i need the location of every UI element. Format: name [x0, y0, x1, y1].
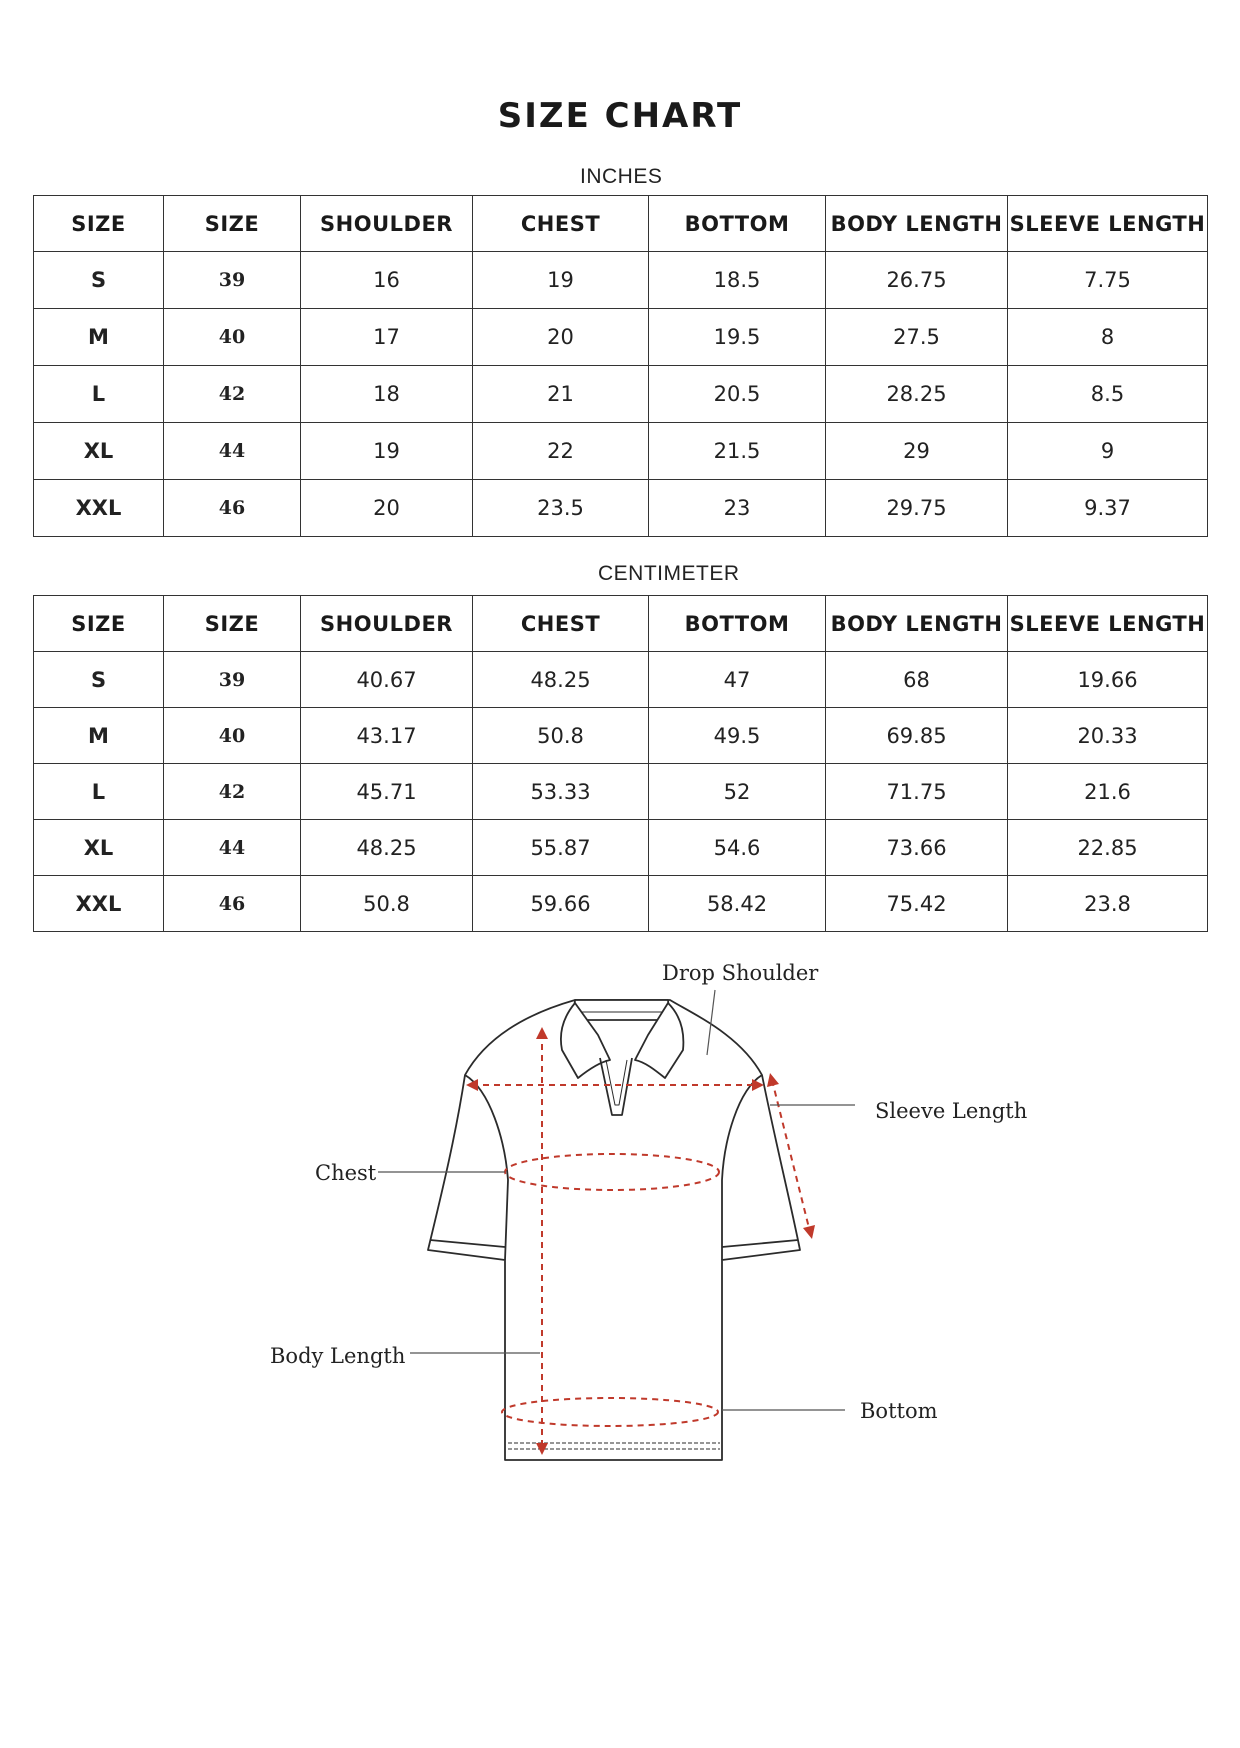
cell-size: S	[34, 252, 164, 309]
cell-body-length: 75.42	[826, 876, 1008, 932]
cell-sleeve-length: 8	[1008, 309, 1208, 366]
cell-bottom: 23	[649, 480, 826, 537]
cell-sleeve-length: 8.5	[1008, 366, 1208, 423]
cell-size: M	[34, 309, 164, 366]
table-row	[34, 876, 1208, 932]
centimeter-label: CENTIMETER	[598, 562, 740, 585]
header-chest: CHEST	[473, 196, 649, 252]
cell-size-number: 42	[164, 366, 301, 423]
table-header-row	[34, 596, 1208, 652]
table-row	[34, 309, 1208, 366]
table-row	[34, 652, 1208, 708]
table-header-row	[34, 196, 1208, 252]
chest-label: Chest	[315, 1161, 377, 1185]
inches-size-table	[33, 195, 1208, 537]
cell-size-number: 44	[164, 423, 301, 480]
cell-size: XL	[34, 820, 164, 876]
cell-shoulder: 50.8	[301, 876, 473, 932]
cell-size: L	[34, 366, 164, 423]
bottom-label: Bottom	[860, 1399, 938, 1423]
cell-chest: 22	[473, 423, 649, 480]
cell-body-length: 26.75	[826, 252, 1008, 309]
inches-label: INCHES	[580, 165, 663, 188]
cell-shoulder: 40.67	[301, 652, 473, 708]
cell-shoulder: 43.17	[301, 708, 473, 764]
cell-shoulder: 18	[301, 366, 473, 423]
cell-size-number: 46	[164, 480, 301, 537]
cell-shoulder: 17	[301, 309, 473, 366]
table-row	[34, 708, 1208, 764]
cell-sleeve-length: 7.75	[1008, 252, 1208, 309]
cell-body-length: 29	[826, 423, 1008, 480]
cell-chest: 19	[473, 252, 649, 309]
drop-shoulder-label: Drop Shoulder	[662, 961, 819, 985]
table-row	[34, 252, 1208, 309]
page-title: SIZE CHART	[497, 96, 743, 136]
cell-chest: 55.87	[473, 820, 649, 876]
header-body-length: BODY LENGTH	[826, 596, 1008, 652]
cell-chest: 50.8	[473, 708, 649, 764]
cell-body-length: 68	[826, 652, 1008, 708]
cell-sleeve-length: 9	[1008, 423, 1208, 480]
collar-back	[573, 1000, 670, 1020]
centimeter-size-table	[33, 595, 1208, 932]
cell-sleeve-length: 22.85	[1008, 820, 1208, 876]
cell-shoulder: 19	[301, 423, 473, 480]
cell-bottom: 19.5	[649, 309, 826, 366]
header-size: SIZE	[34, 596, 164, 652]
cell-bottom: 47	[649, 652, 826, 708]
cell-body-length: 69.85	[826, 708, 1008, 764]
shirt-measurement-diagram	[0, 940, 1240, 1500]
header-bottom: BOTTOM	[649, 596, 826, 652]
header-body-length: BODY LENGTH	[826, 196, 1008, 252]
cell-sleeve-length: 9.37	[1008, 480, 1208, 537]
sleeve-arrow-bottom	[803, 1225, 815, 1239]
header-shoulder: SHOULDER	[301, 596, 473, 652]
header-size: SIZE	[34, 196, 164, 252]
table-row	[34, 480, 1208, 537]
sleeve-length-label: Sleeve Length	[875, 1099, 1028, 1123]
cell-size-number: 40	[164, 708, 301, 764]
cell-sleeve-length: 20.33	[1008, 708, 1208, 764]
table-row	[34, 366, 1208, 423]
cell-bottom: 54.6	[649, 820, 826, 876]
cell-size-number: 39	[164, 652, 301, 708]
cell-sleeve-length: 21.6	[1008, 764, 1208, 820]
cell-bottom: 52	[649, 764, 826, 820]
cell-body-length: 73.66	[826, 820, 1008, 876]
cell-chest: 20	[473, 309, 649, 366]
cell-size-number: 42	[164, 764, 301, 820]
cell-size-number: 40	[164, 309, 301, 366]
cell-size: XXL	[34, 480, 164, 537]
cell-shoulder: 48.25	[301, 820, 473, 876]
cell-size-number: 44	[164, 820, 301, 876]
cell-bottom: 58.42	[649, 876, 826, 932]
header-sleeve-length: SLEEVE LENGTH	[1008, 596, 1208, 652]
header-sleeve-length: SLEEVE LENGTH	[1008, 196, 1208, 252]
cell-shoulder: 16	[301, 252, 473, 309]
cell-shoulder: 45.71	[301, 764, 473, 820]
cell-chest: 23.5	[473, 480, 649, 537]
cell-shoulder: 20	[301, 480, 473, 537]
cell-size: L	[34, 764, 164, 820]
cell-bottom: 20.5	[649, 366, 826, 423]
polo-shirt-icon	[428, 1000, 800, 1460]
cell-body-length: 29.75	[826, 480, 1008, 537]
cell-size-number: 39	[164, 252, 301, 309]
cell-size: XL	[34, 423, 164, 480]
table-row	[34, 423, 1208, 480]
table-row	[34, 820, 1208, 876]
cell-sleeve-length: 19.66	[1008, 652, 1208, 708]
header-bottom: BOTTOM	[649, 196, 826, 252]
cell-chest: 53.33	[473, 764, 649, 820]
table-row	[34, 764, 1208, 820]
cell-body-length: 71.75	[826, 764, 1008, 820]
header-size-number: SIZE	[164, 596, 301, 652]
shirt-body-outline	[428, 1000, 800, 1460]
cell-size-number: 46	[164, 876, 301, 932]
cell-chest: 21	[473, 366, 649, 423]
sleeve-arrow-top	[767, 1073, 779, 1087]
cell-sleeve-length: 23.8	[1008, 876, 1208, 932]
header-shoulder: SHOULDER	[301, 196, 473, 252]
cell-bottom: 21.5	[649, 423, 826, 480]
cell-bottom: 49.5	[649, 708, 826, 764]
cell-bottom: 18.5	[649, 252, 826, 309]
cell-size: XXL	[34, 876, 164, 932]
body-length-label: Body Length	[270, 1344, 406, 1368]
header-size-number: SIZE	[164, 196, 301, 252]
cell-size: S	[34, 652, 164, 708]
cell-body-length: 28.25	[826, 366, 1008, 423]
cell-chest: 48.25	[473, 652, 649, 708]
cell-size: M	[34, 708, 164, 764]
cell-body-length: 27.5	[826, 309, 1008, 366]
cell-chest: 59.66	[473, 876, 649, 932]
header-chest: CHEST	[473, 596, 649, 652]
